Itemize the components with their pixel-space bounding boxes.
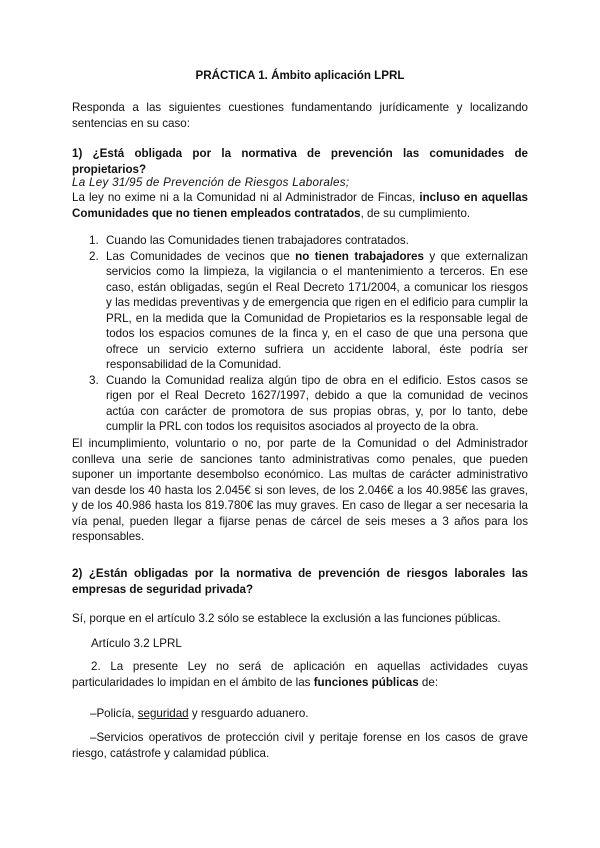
- intro-paragraph: Responda a las siguientes cuestiones fundamentando jurídicamente y localizando sentencias en su caso:: [72, 101, 528, 130]
- security-link: seguridad: [137, 707, 189, 720]
- obligations-list: [72, 233, 528, 435]
- emphasis-no-workers: no tienen trabajadores: [295, 249, 424, 263]
- sanctions-paragraph: El incumplimiento, voluntario o no, por parte de la Comunidad o del Administrador conlleva una serie de sanciones tanto administrativas como penales, que pueden suponer un importante desembolso económico. Las multas de carácter administrativo van desde los 40 hasta los 2.045€ si son leves, de los 2.046€ a los 40.985€ las graves, y de los 40.986 hasta los 819.780€ las muy graves. En caso de llegar a ser necesaria la vía penal, pueden llegar a fijarse penas de cárcel de seis meses a 3 años para los responsables.: [72, 437, 528, 543]
- page-title: PRÁCTICA 1. Ámbito aplicación LPRL: [195, 69, 405, 82]
- exclusion-item-civil-protection: –Servicios operativos de protección civil y peritaje forense en los casos de grave riesgo, catástrofe y calamidad pública.: [72, 731, 528, 760]
- list-item: 1. Cuando las Comunidades tienen trabajadores contratados.: [89, 234, 409, 247]
- question-2: 2) ¿Están obligadas por la normativa de prevención de riesgos laborales las empresas de seguridad privada?: [72, 567, 528, 596]
- answer-paragraph: Sí, porque en el artículo 3.2 sólo se establece la exclusión a las funciones públicas.: [72, 612, 501, 625]
- list-item: 2. Las Comunidades de vecinos que no tienen trabajadores y que externalizan servicios como la limpieza, la vigilancia o el mantenimiento a terceros. En ese caso, están obligadas, según el Real Decreto 171/2004, a comunicar los riesgos y las medidas preventivas y de emergencia que rigen en el edificio para cumplir la PRL, en la medida que la Comunidad de Propietarios es la responsable legal de todos los espacios comunes de la finca y, en el caso de que una persona que ofrece un servicio externo sufriera un accidente laboral, éste podría ser responsabilidad de la Comunidad.: [89, 249, 528, 371]
- paragraph-1: La ley no exime ni a la Comunidad ni al Administrador de Fincas, incluso en aquellas Comunidades que no tienen empleados contratados, de su cumplimiento.: [72, 191, 528, 220]
- exclusion-item-police: –Policía, seguridad y resguardo aduanero.: [90, 707, 309, 720]
- law-reference: La Ley 31/95 de Prevención de Riesgos Laborales;: [72, 176, 350, 189]
- article-text: 2. La presente Ley no será de aplicación en aquellas actividades cuyas particularidades lo impidan en el ámbito de las funciones públicas de:: [72, 660, 528, 689]
- article-reference: Artículo 3.2 LPRL: [91, 637, 182, 650]
- list-item: 3. Cuando la Comunidad realiza algún tipo de obra en el edificio. Estos casos se rigen por el Real Decreto 1627/1997, debido a que la comunidad de vecinos actúa con carácter de promotora de sus propias obras, y, por lo tanto, debe cumplir la PRL con todos los requisitos asociados al proyecto de la obra.: [89, 373, 528, 433]
- emphasis-public-functions: funciones públicas: [313, 675, 419, 689]
- question-1: 1) ¿Está obligada por la normativa de prevención las comunidades de propietarios?: [72, 147, 528, 176]
- emphasis-no-employees: incluso en aquellas Comunidades que no tienen empleados contratados: [72, 191, 528, 220]
